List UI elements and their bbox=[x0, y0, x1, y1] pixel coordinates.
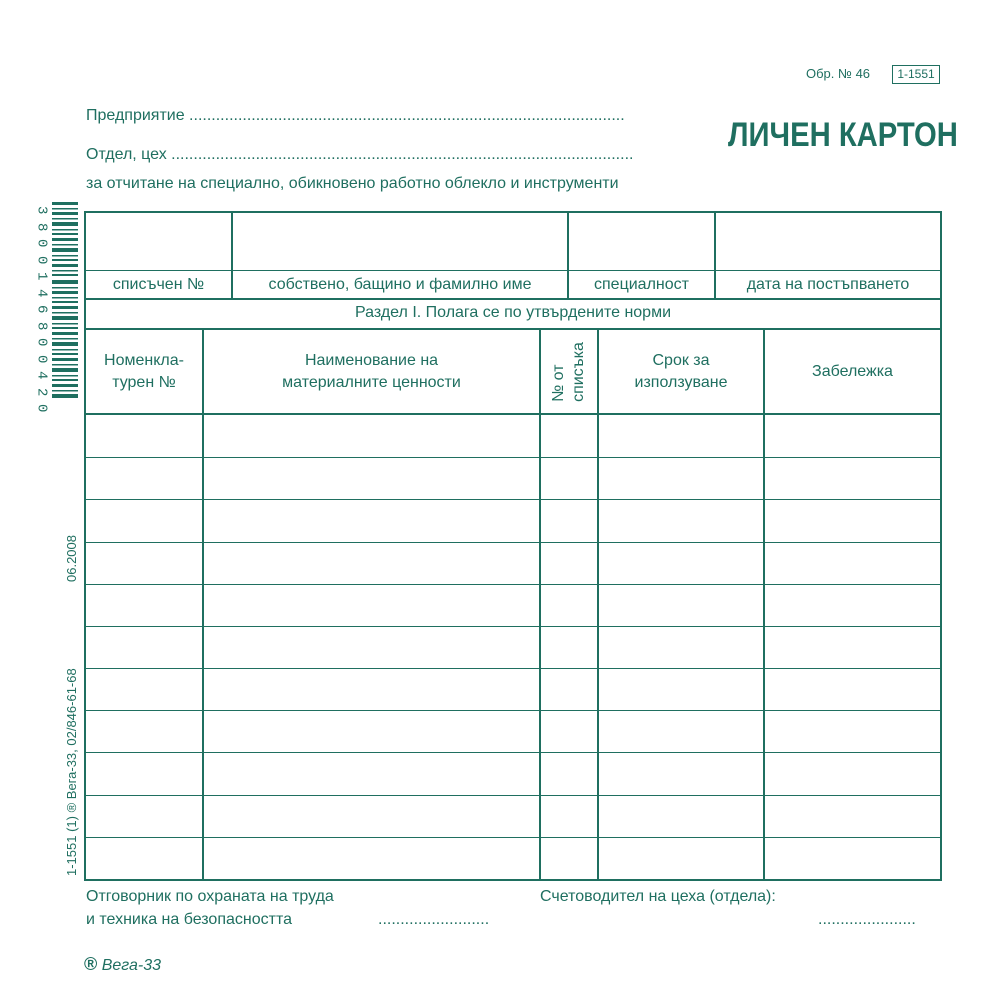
form-code-box: 1-1551 bbox=[892, 65, 940, 84]
col-note: Забележка bbox=[812, 363, 893, 380]
barcode-digit: 8 bbox=[33, 222, 50, 231]
table-row-line bbox=[84, 626, 942, 627]
barcode-digit: 0 bbox=[33, 255, 50, 264]
col-term: Срок за използуване bbox=[634, 352, 728, 391]
safety-officer-signature-line: ......................... bbox=[378, 911, 490, 928]
safety-officer-label-2: и техника на безопасността bbox=[86, 911, 292, 928]
print-date: 06.2008 bbox=[64, 535, 79, 582]
entry-date-label: дата на постъпването bbox=[746, 276, 910, 293]
publisher-logo bbox=[84, 954, 161, 975]
barcode-digit: 1 bbox=[33, 272, 50, 281]
table-row-line bbox=[84, 795, 942, 796]
barcode-digit: 0 bbox=[33, 239, 50, 248]
table-row-line bbox=[84, 752, 942, 753]
barcode-digit: 4 bbox=[33, 288, 50, 297]
specialty-label: специалност bbox=[594, 276, 689, 293]
table-row-line bbox=[84, 499, 942, 500]
table-row-line bbox=[84, 542, 942, 543]
barcode bbox=[52, 200, 78, 400]
department-field: Отдел, цех ........................................................................................................ bbox=[86, 146, 634, 163]
barcode-digit: 8 bbox=[33, 321, 50, 330]
table-row-line bbox=[84, 668, 942, 669]
registered-mark-icon: ® bbox=[84, 954, 98, 974]
barcode-digit: 6 bbox=[33, 305, 50, 314]
barcode-digit: 3 bbox=[33, 206, 50, 215]
document-title: ЛИЧЕН КАРТОН bbox=[728, 116, 958, 154]
barcode-digit: 0 bbox=[33, 354, 50, 363]
purpose-text: за отчитане на специално, обикновено работно облекло и инструменти bbox=[86, 175, 619, 192]
col-list-number: № от списъка bbox=[550, 342, 588, 402]
publisher-name: Вега-33 bbox=[101, 957, 162, 974]
form-number-label: Обр. № 46 bbox=[806, 66, 871, 81]
table-row-line bbox=[84, 457, 942, 458]
barcode-digit: 0 bbox=[33, 404, 50, 413]
barcode-digit: 2 bbox=[33, 387, 50, 396]
barcode-digits bbox=[34, 202, 48, 417]
table-row-line bbox=[84, 710, 942, 711]
col-nomenclature: Номенкла- турен № bbox=[104, 352, 184, 391]
enterprise-field: Предприятие .................................................................................................. bbox=[86, 107, 625, 124]
full-name-label: собствено, бащино и фамилно име bbox=[268, 276, 532, 293]
barcode-digit: 4 bbox=[33, 371, 50, 380]
accountant-signature-line: ...................... bbox=[818, 911, 916, 928]
accountant-label: Счетоводител на цеха (отдела): bbox=[540, 888, 776, 905]
section-title: Раздел I. Полага се по утвърдените норми bbox=[354, 304, 672, 321]
list-number-label: списъчен № bbox=[112, 276, 205, 293]
col-material-name: Наименование на материалните ценности bbox=[282, 352, 461, 391]
barcode-digit: 0 bbox=[33, 338, 50, 347]
imprint-text: 1-1551 (1) ® Вега-33, 02/846-61-68 bbox=[64, 668, 79, 876]
safety-officer-label-1: Отговорник по охраната на труда bbox=[86, 888, 334, 905]
table-row-line bbox=[84, 837, 942, 838]
table-row-line bbox=[84, 584, 942, 585]
